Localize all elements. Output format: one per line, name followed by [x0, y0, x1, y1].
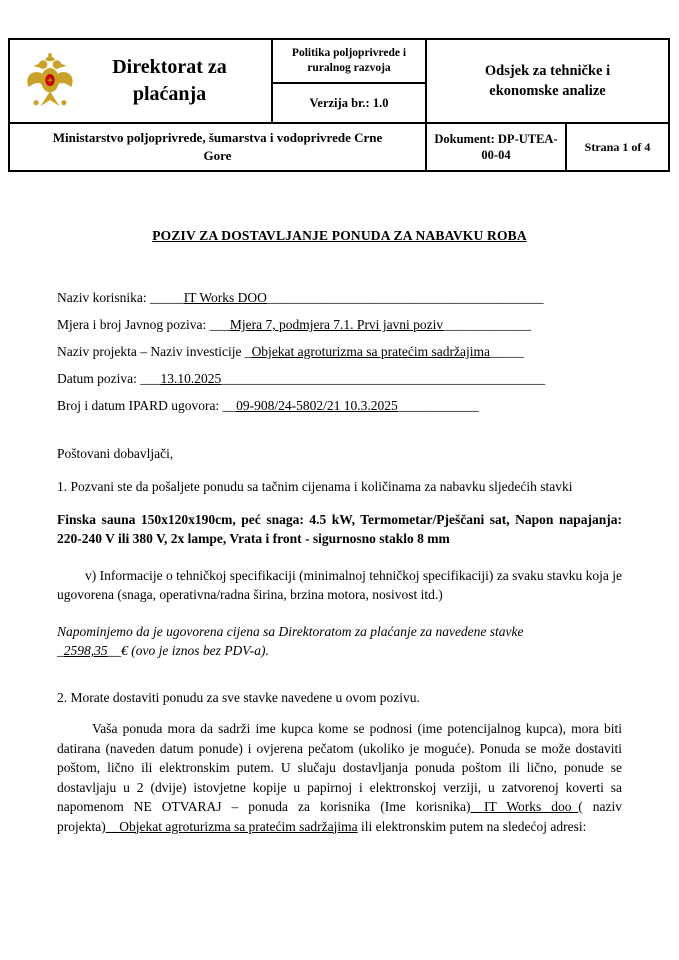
- field-value: IT Works DOO: [183, 290, 267, 305]
- numbered-item-1: 1. Pozvani ste da pošaljete ponudu sa tačnim cijenama i količinama za nabavku sljedećih stavki: [57, 479, 573, 494]
- delivery-instructions: [57, 719, 622, 836]
- amount-pre-underscore: _: [57, 643, 64, 658]
- field-naziv-korisnika: [57, 290, 633, 317]
- header-table: [8, 38, 670, 172]
- field-post-underscores: _________________________________________: [266, 290, 544, 305]
- project-name: __Objekat agroturizma sa pratećim sadržajima: [105, 818, 358, 834]
- version-label: Verzija br.: 1.0: [309, 95, 389, 110]
- delivery-text: ( naziv projekta): [57, 799, 622, 834]
- field-mjera-javni-poziv: [57, 317, 633, 344]
- numbered-item-2: 2. Morate dostaviti ponudu za sve stavke navedene u ovom pozivu.: [57, 690, 420, 705]
- field-value: Objekat agroturizma sa pratećim sadržajima: [251, 344, 490, 359]
- header-row-2: [10, 124, 668, 170]
- salutation: Poštovani dobavljači,: [57, 446, 174, 461]
- field-ipard-ugovor: [57, 398, 633, 425]
- header-row-1: [10, 40, 668, 124]
- field-pre-underscores: _____: [149, 290, 184, 305]
- field-label: Datum poziva:: [57, 371, 137, 386]
- field-pre-underscores: ___: [209, 317, 230, 332]
- field-post-underscores: _____________: [443, 317, 531, 332]
- delivery-text: Vaša ponuda mora da sadrži ime kupca kome se podnosi (ime potencijalnog kupca), mora biti datirana (naveden datum ponude) i ovjerena pečatom (ukoliko je moguće). Ponuda se može dostaviti poštom, lično ili elektronskim putem. U slučaju dostavljanja ponuda poštom ili lično, ponude se dostavljaju u 2 (dvije) istovjetne kopije u papirnoj i elektronskoj verziji, u zatvorenoj koverti sa napomenom NE OTVARAJ – ponuda za korisnika (Ime korisnika): [57, 721, 622, 814]
- field-pre-underscores: __: [222, 398, 237, 413]
- document-code: Dokument: DP-UTEA-00-04: [427, 124, 567, 170]
- contracted-price-note: [57, 622, 622, 660]
- field-datum-poziva: [57, 371, 633, 398]
- field-post-underscores: ____________: [397, 398, 479, 413]
- field-label: Naziv korisnika:: [57, 290, 147, 305]
- field-label: Broj i datum IPARD ugovora:: [57, 398, 220, 413]
- field-label: Mjera i broj Javnog poziva:: [57, 317, 207, 332]
- price-note-text: Napominjemo da je ugovorena cijena sa Direktoratom za plaćanje za navedene stavke: [57, 624, 524, 639]
- technical-specification-note: v) Informacije o tehničkoj specifikaciji (minimalnoj tehničkoj specifikaciji) za svaku stavku koja je ugovorena (snaga, operativna/radna širina, brzina motora, nosivost itd.): [57, 568, 622, 602]
- field-label: Naziv projekta – Naziv investicije: [57, 344, 242, 359]
- amount-post-underscore: __: [107, 643, 122, 658]
- org-title: Direktorat za plaćanja: [112, 56, 227, 105]
- field-pre-underscores: ___: [140, 371, 161, 386]
- field-post-underscores: _____: [489, 344, 524, 359]
- coat-of-arms-icon: [24, 52, 76, 110]
- field-naziv-projekta: [57, 344, 633, 371]
- field-value: 13.10.2025: [160, 371, 222, 386]
- item-specification: Finska sauna 150x120x190cm, peć snaga: 4.5 kW, Termometar/Pješčani sat, Napon napajanja: 220-240 V ili 380 V, 2x lampe, Vrata i front - sigurnosno staklo 8 mm: [57, 512, 622, 546]
- form-fields: [57, 290, 633, 425]
- price-note-suffix: € (ovo je iznos bez PDV-a).: [121, 643, 269, 658]
- field-value: 09-908/24-5802/21 10.3.2025: [236, 398, 398, 413]
- policy-title: Politika poljoprivrede i ruralnog razvoja: [273, 40, 425, 84]
- ministry-title: Ministarstvo poljoprivrede, šumarstva i vodoprivrede Crne Gore: [10, 124, 427, 170]
- field-pre-underscores: _: [244, 344, 252, 359]
- header-policy-cell: [273, 40, 427, 122]
- client-name: __IT Works doo_: [470, 799, 579, 814]
- department-title: Odsjek za tehničke i ekonomske analize: [484, 62, 611, 99]
- contracted-amount: 2598,35: [63, 643, 108, 658]
- document-title: POZIV ZA DOSTAVLJANJE PONUDA ZA NABAVKU ROBA: [152, 228, 527, 243]
- delivery-text: ili elektronskim putem na sledećoj adresi:: [357, 818, 587, 834]
- header-org-cell: [10, 40, 273, 122]
- page-number: Strana 1 of 4: [584, 139, 651, 154]
- field-post-underscores: ________________________________________________: [221, 371, 546, 386]
- field-value: Mjera 7, podmjera 7.1. Prvi javni poziv: [229, 317, 444, 332]
